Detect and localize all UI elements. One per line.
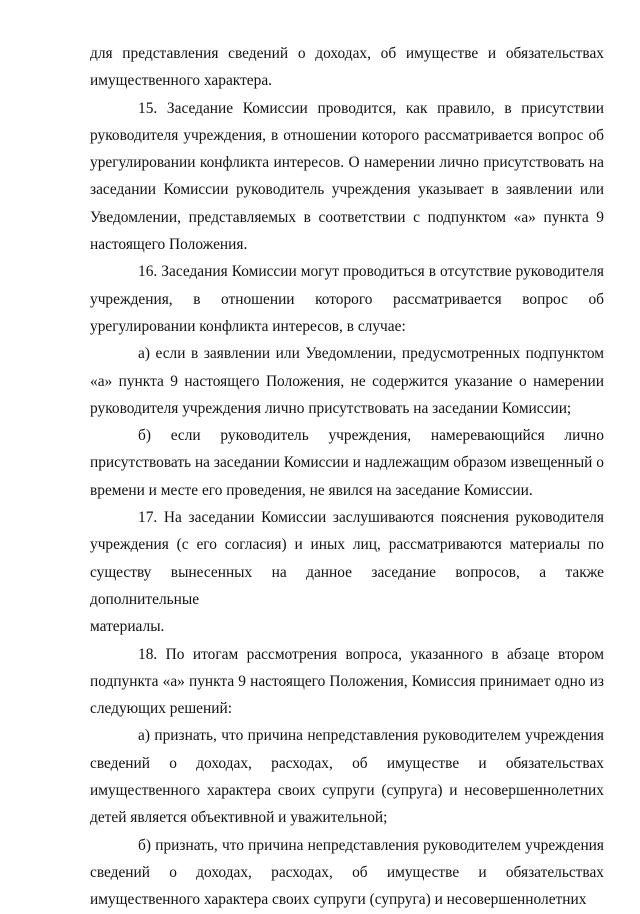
- text-line: следующих решений:: [90, 700, 232, 718]
- text-line: а) признать, что причина непредставления руководителем учреждения: [138, 727, 604, 745]
- text-line: 18. По итогам рассмотрения вопроса, указанного в абзаце втором: [138, 645, 604, 663]
- text-line: сведений о доходах, расходах, об имуществе и обязательствах: [90, 754, 604, 772]
- text-line: имущественного характера.: [90, 72, 272, 90]
- text-line: имущественного характера своих супруги (супруга) и несовершеннолетних: [90, 782, 604, 800]
- text-line: руководителя учреждения, в отношении которого рассматривается вопрос об: [90, 126, 604, 144]
- text-line: сведений о доходах, расходах, об имуществе и обязательствах: [90, 863, 604, 881]
- text-line: для представления сведений о доходах, об имуществе и обязательствах: [90, 45, 604, 62]
- text-line: присутствовать на заседании Комиссии и надлежащим образом извещенный о: [90, 454, 604, 472]
- text-line: заседании Комиссии руководитель учреждения указывает в заявлении или: [90, 181, 604, 199]
- text-line: 17. На заседании Комиссии заслушиваются пояснения руководителя: [138, 509, 604, 527]
- paragraph-18: [90, 641, 604, 723]
- text-line: имущественного характера своих супруги (супруга) и несовершеннолетних: [90, 891, 587, 909]
- text-line: 15. Заседание Комиссии проводится, как правило, в присутствии: [138, 99, 604, 117]
- text-line: урегулировании конфликта интересов, в случае:: [90, 317, 406, 335]
- document-body: [90, 40, 604, 914]
- text-line: 16. Заседания Комиссии могут проводиться в отсутствие руководителя: [138, 263, 604, 281]
- text-line: времени и месте его проведения, не явился на заседание Комиссии.: [90, 481, 533, 499]
- text-line: подпункта «а» пункта 9 настоящего Положения, Комиссия принимает одно из: [90, 672, 604, 690]
- paragraph-16: [90, 258, 604, 340]
- text-line: б) если руководитель учреждения, намеревающийся лично: [138, 427, 604, 445]
- paragraph-intro-continued: [90, 40, 604, 95]
- text-line: «а» пункта 9 настоящего Положения, не содержится указание о намерении: [90, 372, 604, 390]
- text-line: учреждения, в отношении которого рассматривается вопрос об: [90, 290, 604, 308]
- text-line: настоящего Положения.: [90, 236, 248, 254]
- paragraph-18b: [90, 832, 604, 914]
- text-line: а) если в заявлении или Уведомлении, предусмотренных подпунктом: [138, 345, 604, 363]
- text-line: Уведомлении, представляемых в соответствии с подпунктом «а» пункта 9: [90, 208, 604, 226]
- text-line: б) признать, что причина непредставления руководителем учреждения: [138, 836, 604, 854]
- text-line: урегулировании конфликта интересов. О намерении лично присутствовать на: [90, 154, 604, 172]
- text-line: материалы.: [90, 618, 165, 636]
- paragraph-17: [90, 504, 604, 640]
- text-line: детей является объективной и уважительной;: [90, 809, 388, 827]
- paragraph-18a: [90, 722, 604, 831]
- paragraph-15: [90, 95, 604, 259]
- paragraph-16a: [90, 340, 604, 422]
- text-line: существу вынесенных на данное заседание вопросов, а также дополнительные: [90, 563, 604, 608]
- text-line: учреждения (с его согласия) и иных лиц, рассматриваются материалы по: [90, 536, 604, 554]
- paragraph-16b: [90, 422, 604, 504]
- text-line: руководителя учреждения лично присутствовать на заседании Комиссии;: [90, 399, 572, 417]
